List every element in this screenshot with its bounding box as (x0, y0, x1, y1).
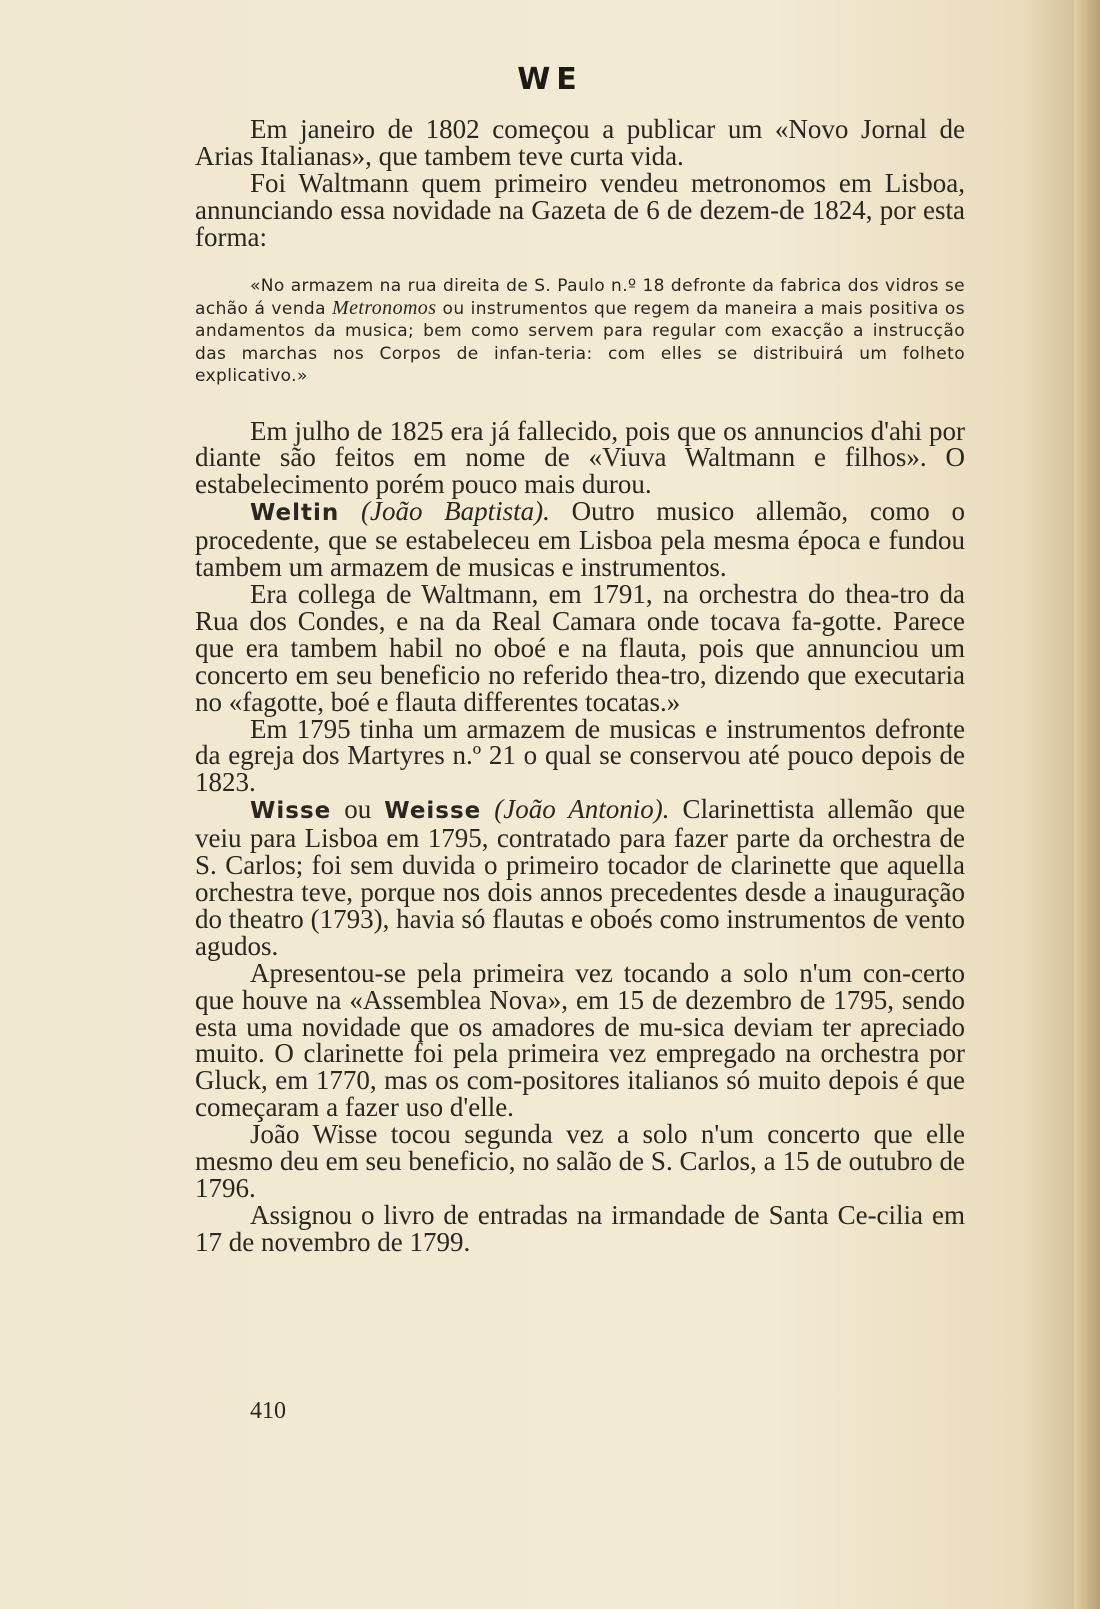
page-edge (1074, 0, 1100, 1609)
quote-text: «No armazem na rua direita de S. Paulo n.º 18 defronte da fabrica dos vidros se achão á venda (195, 275, 965, 319)
entry-name-alt: Weisse (384, 798, 482, 825)
paragraph: Era collega de Waltmann, em 1791, na orchestra do thea-tro da Rua dos Condes, e na da Real Camara onde tocava fa-gotte. Parece que era tambem habil no oboé e na flauta, pois que annunciou um concerto em seu beneficio no referido thea-tro, dizendo que executaria no «fagotte, boé e flauta differentes tocatas.» (195, 579, 965, 717)
paragraph: Foi Waltmann quem primeiro vendeu metronomos em Lisboa, annunciando essa novidade na Gazeta de 6 de dezem-de 1824, por esta forma: (195, 167, 965, 252)
entry-wisse (195, 796, 965, 959)
quote-emphasis: Metronomos (332, 296, 437, 319)
entry-weltin (195, 498, 965, 581)
paragraph: Apresentou-se pela primeira vez tocando a solo n'um con-certo que houve na «Assemblea Nova», em 15 de dezembro de 1795, sendo esta uma novidade que os amadores de mu-sica deviam ter apreciado muito. O clarinette foi pela primeira vez empregado na orchestra por Gluck, em 1770, mas os com-positores italianos só muito depois é que começaram a fazer uso d'elle. (195, 957, 965, 1123)
entry-name: Wisse (250, 798, 332, 825)
entry-given-name: (João Antonio). (494, 794, 670, 825)
entry-text: Clarinettista allemão que veiu para Lisboa em 1795, contratado para fazer parte da orchestra de S. Carlos; foi sem duvida o primeiro tocador de clarinette que aquella orchestra teve, porque nos dois annos precedentes desde a inauguração do theatro (1793), havia só flautas e oboés como instrumentos de vento agudos. (195, 794, 965, 961)
quotation-block (195, 275, 965, 388)
paragraph: Em julho de 1825 era já fallecido, pois que os annuncios d'ahi por diante são feitos em nome de «Viuva Waltmann e filhos». O estabelecimento porém pouco mais durou. (195, 415, 965, 500)
running-header: WE (517, 62, 583, 97)
page-number: 410 (250, 1398, 286, 1424)
entry-given-name: (João Baptista). (360, 496, 550, 527)
paragraph: Em janeiro de 1802 começou a publicar um «Novo Jornal de Arias Italianas», que tambem teve curta vida. (195, 114, 965, 171)
entry-name: Weltin (250, 500, 340, 527)
paragraph: Assignou o livro de entradas na irmandade de Santa Ce-cilia em 17 de novembro de 1799. (195, 1199, 965, 1257)
entry-connector: ou (331, 794, 385, 825)
quote-text: ou instrumentos que regem da maneira a mais positiva os andamentos da musica; bem como servem para regular com exacção a instrucção das marchas nos Corpos de infan-teria: com elles se distribuirá um folheto explicativo.» (195, 298, 965, 387)
entry-text: Outro musico allemão, como o procedente, que se estabeleceu em Lisboa pela mesma época e fundou tambem um armazem de musicas e instrumentos. (195, 496, 965, 583)
paragraph: Em 1795 tinha um armazem de musicas e instrumentos defronte da egreja dos Martyres n.º 21 o qual se conservou até pouco depois de 1823. (195, 713, 965, 798)
body-text (195, 116, 965, 1256)
quotation (195, 275, 965, 388)
paragraph: João Wisse tocou segunda vez a solo n'um concerto que elle mesmo deu em seu beneficio, no salão de S. Carlos, a 15 de outubro de 1796. (195, 1119, 965, 1203)
